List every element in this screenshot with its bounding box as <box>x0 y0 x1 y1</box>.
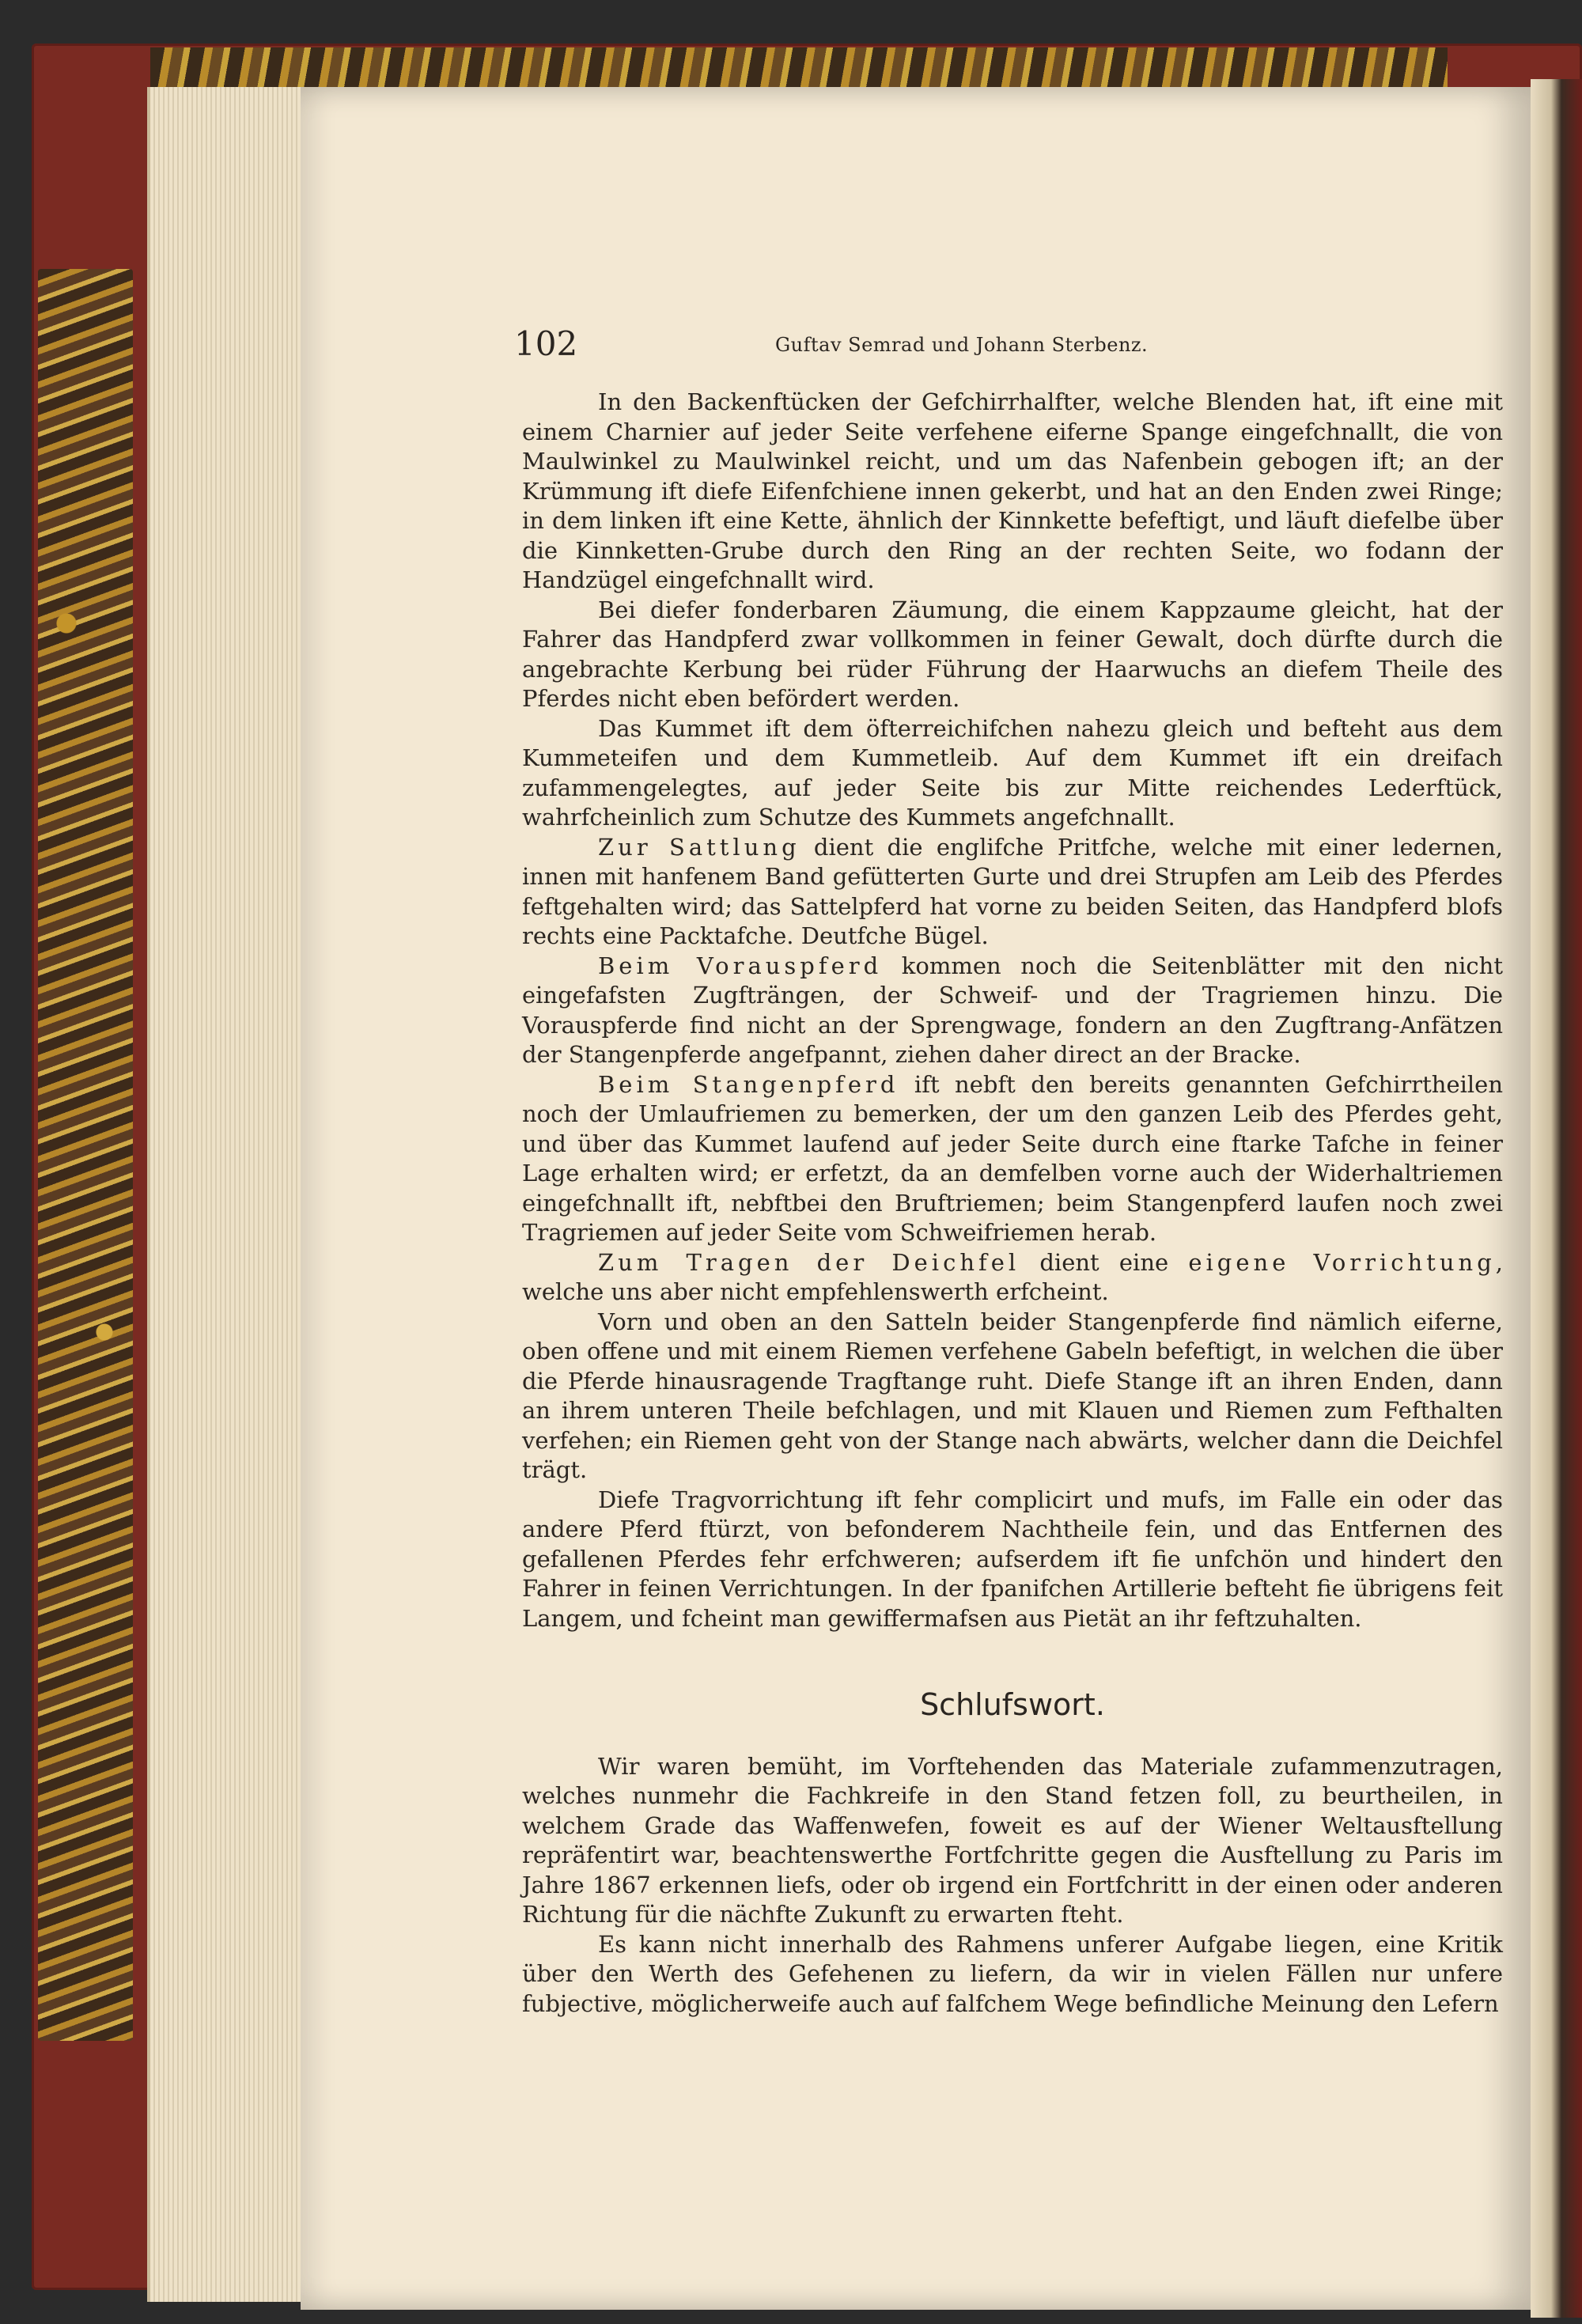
spaced-phrase: eigene Vorrichtung <box>1188 1248 1496 1276</box>
paragraph: Bei diefer fonderbaren Zäumung, die einem Kappzaume gleicht, hat der Fahrer das Handpferd zwar vollkommen in feiner Gewalt, doch dürfte durch die angebrachte Kerbung bei rüder Führung der Haarwuchs an diefem Theile des Pferdes nicht eben befördert werden. <box>522 596 1503 712</box>
spaced-lead: Zum Tragen der Deichfel <box>598 1248 1020 1276</box>
marbled-endpaper <box>38 269 133 2041</box>
paragraph: Das Kummet ift dem öfterreichifchen nahezu gleich und befteht aus dem Kummeteifen und dem Kummetleib. Auf dem Kummet ift ein dreifach zufammengelegtes, auf jeder Seite bis zur Mitte reichendes Lederftück, wahrfcheinlich zum Schutze des Kummets angefchnallt. <box>522 714 1503 831</box>
paragraph-vorauspferd <box>522 952 1503 1070</box>
paragraph: Wir waren bemüht, im Vorftehenden das Materiale zufammenzutragen, welches nunmehr die Fachkreife in den Stand fetzen foll, zu beurtheilen, in welchem Grade das Waffenwefen, foweit es auf der Wiener Weltausftellung repräfentirt war, beachtenswerthe Fortfchritte gegen die Ausftellung zu Paris im Jahre 1867 erkennen liefs, oder ob irgend ein Fortfchritt in der einen oder anderen Richtung für die nächfte Zukunft zu erwarten fteht. <box>522 1752 1503 1928</box>
page-heading: Guftav Semrad und Johann Sterbenz. <box>775 334 1149 356</box>
paragraph: Diefe Tragvorrichtung ift fehr complicirt und mufs, im Falle ein oder das andere Pferd ftürzt, von befonderem Nachtheile fein, und das Entfernen des gefallenen Pferdes fehr erfchweren; aufserdem ift fie unfchön und hindert den Fahrer in feinen Verrichtungen. In der fpanifchen Artillerie befteht fie übrigens feit Langem, und fcheint man gewiffermafsen aus Pietät an ihr feftzuhalten. <box>522 1486 1503 1632</box>
paragraph-text: dient die englifche Pritfche, welche mit einer ledernen, innen mit hanfenem Band gefütterten Gurte und drei Strupfen am Leib des Pferdes feftgehalten wird; das Sattelpferd hat vorne zu beiden Seiten, das Handpferd blofs rechts eine Packtafche. Deutfche Bügel. <box>522 833 1503 949</box>
spaced-lead: Beim Vorauspferd <box>598 952 883 979</box>
body-text <box>522 388 1503 2019</box>
paragraph: Es kann nicht innerhalb des Rahmens unferer Aufgabe liegen, eine Kritik über den Werth des Gefehenen zu liefern, da wir in vielen Fällen nur unfere fubjective, möglicherweife auch auf falfchem Wege befindliche Meinung den Lefern <box>522 1930 1503 2017</box>
page-number: 102 <box>514 324 578 363</box>
paragraph-text: dient eine <box>1020 1248 1189 1276</box>
spaced-lead: Zur Sattlung <box>598 833 800 861</box>
section-title: Schlufswort. <box>920 1687 1105 1722</box>
spaced-lead: Beim Stangenpferd <box>598 1070 899 1098</box>
paragraph: Vorn und oben an den Satteln beider Stangenpferde find nämlich eiferne, oben offene und mit einem Riemen verfehene Gabeln befeftigt, in welchen die über die Pferde hinausragende Tragftange ruht. Diefe Stange ift an ihren Enden, dann an ihrem unteren Theile befchlagen, und mit Klauen und Riemen zum Fefthalten verfehen; ein Riemen geht von der Stange nach abwärts, welcher dann die Deichfel trägt. <box>522 1308 1503 1483</box>
page-stack-edge <box>150 87 316 2302</box>
facing-page-edge <box>1531 79 1582 2318</box>
paragraph-stangenpferd <box>522 1070 1503 1248</box>
paragraph-deichfel <box>522 1248 1503 1308</box>
paragraph: In den Backenftücken der Gefchirrhalfter, welche Blenden hat, ift eine mit einem Charnier auf jeder Seite verfehene eiferne Spange eingefchnallt, die von Maulwinkel zu Maulwinkel reicht, und um das Nafenbein gebogen ift; an der Krümmung ift diefe Eifenfchiene innen gekerbt, und hat an den Enden zwei Ringe; in dem linken ift eine Kette, ähnlich der Kinnkette befeftigt, und läuft diefelbe über die Kinnketten-Grube durch den Ring an der rechten Seite, wo fodann der Handzügel eingefchnallt wird. <box>522 388 1503 593</box>
running-head <box>514 324 1503 372</box>
book-page <box>301 87 1531 2310</box>
paragraph-text: , welche uns aber nicht empfehlenswerth erfcheint. <box>522 1248 1504 1305</box>
paragraph-text: kommen noch die Seitenblätter mit den nicht eingefafsten Zugfträngen, der Schweif- und der Tragriemen hinzu. Die Vorauspferde find nicht an der Sprengwage, fondern an den Zugftrang-Anfätzen der Stangenpferde angefpannt, ziehen daher direct an der Bracke. <box>522 952 1503 1068</box>
paragraph-sattlung <box>522 833 1503 952</box>
paragraph-text: ift nebft den bereits genannten Gefchirrtheilen noch der Umlaufriemen zu bemerken, der um den ganzen Leib des Pferdes geht, und über das Kummet laufend auf jeder Seite durch eine ftarke Tafche in feiner Lage erhalten wird; er erfetzt, da an demfelben vorne auch der Widerhaltriemen eingefchnallt ift, nebftbei den Bruftriemen; beim Stangenpferd laufen noch zwei Tragriemen auf jeder Seite vom Schweifriemen herab. <box>522 1070 1503 1246</box>
